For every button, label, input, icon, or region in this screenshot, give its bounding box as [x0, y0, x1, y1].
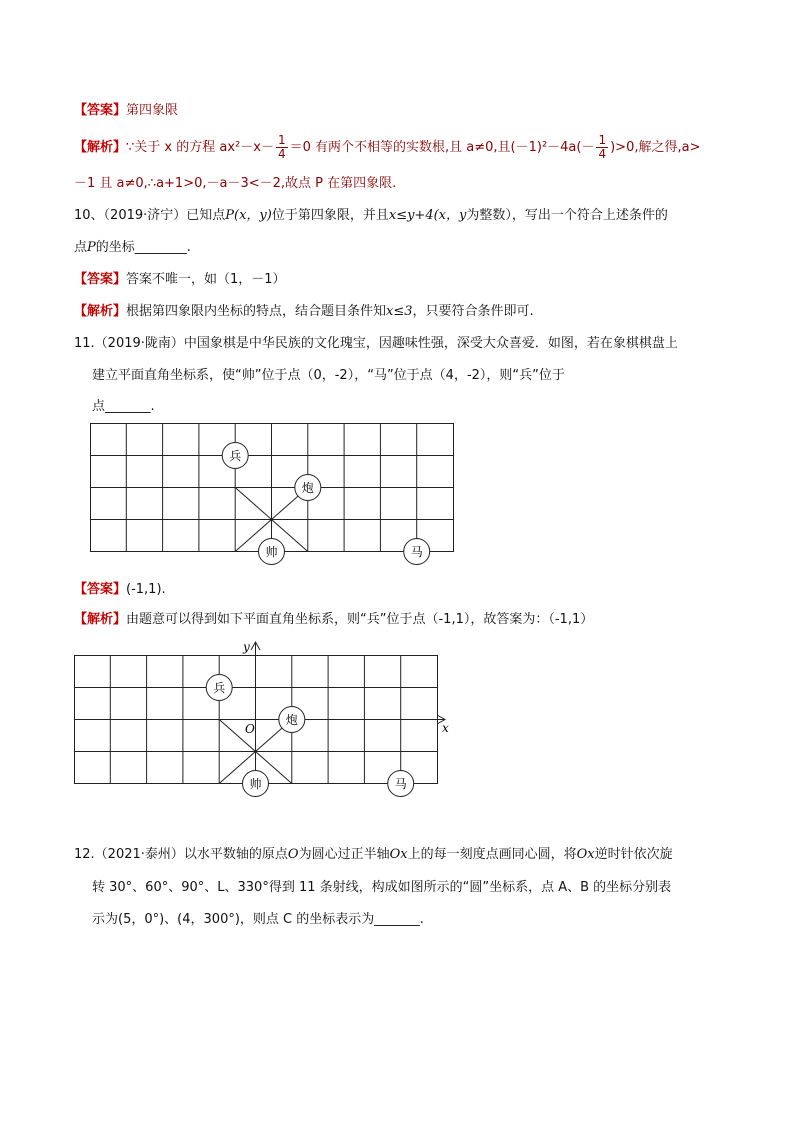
q9-analysis-part2: ＝0 有两个不相等的实数根,且 a≠0,且(－1)²－4a(－ — [289, 140, 595, 155]
q11-analysis: 由题意可以得到如下平面直角坐标系，则“兵”位于点（-1,1），故答案为：（-1,1） — [126, 612, 594, 627]
y-axis-label: y — [243, 640, 250, 654]
piece-shuai-label: 帅 — [265, 545, 278, 559]
q12-question-line1 — [74, 845, 734, 865]
piece-ma — [404, 539, 430, 565]
answer-tag: 【答案】 — [74, 272, 127, 287]
q10-line2-b: 的坐标________. — [95, 240, 191, 255]
q11-answer-line — [74, 580, 734, 600]
q9-analysis-line2-text: －1 且 a≠0,∴a+1>0,－a－3<－2,故点 P 在第四象限. — [74, 176, 397, 191]
q9-analysis-part1: ∵关于 x 的方程 ax²－x－ — [126, 140, 274, 155]
q9-answer: 第四象限 — [126, 103, 179, 118]
coordinate-axes — [74, 642, 445, 784]
frac-numerator: 1 — [598, 133, 607, 147]
q9-answer-line — [74, 101, 734, 121]
q12-o: O — [287, 847, 299, 862]
q10-answer-line — [74, 270, 734, 290]
answer-tag: 【答案】 — [74, 103, 127, 118]
q10-number: 10、（2019·济宁）已知点 — [74, 208, 226, 223]
frac-numerator: 1 — [277, 133, 286, 147]
x-axis-label: x — [442, 721, 449, 735]
q12-question-line2: 转 30°、60°、90°、L、330°得到 11 条射线，构成如图所示的“圆”坐标系，点 A、B 的坐标分别表 — [92, 880, 672, 895]
piece-pao — [295, 475, 321, 501]
q10-analysis-b: ，只要符合条件即可. — [412, 304, 534, 319]
q9-analysis-line1 — [74, 134, 734, 161]
q11-analysis-line — [74, 610, 734, 630]
q9-fraction-2 — [596, 134, 608, 161]
chess-board-axes-figure — [74, 640, 454, 810]
q9-analysis-part3: )>0,解之得,a> — [610, 140, 701, 155]
piece-ma — [388, 771, 414, 797]
q12-line1d: 逆时针依次旋 — [594, 847, 673, 862]
piece-bing-label: 兵 — [229, 449, 242, 463]
q10-text2: 为整数），写出一个符合上述条件的 — [466, 208, 668, 223]
piece-pao-label: 炮 — [301, 481, 314, 495]
piece-pao — [279, 707, 305, 733]
q11-question-line1: 11.（2019·陇南）中国象棋是中华民族的文化瑰宝，因趣味性强，深受大众喜爱．如图，若在象棋棋盘上 — [74, 336, 678, 351]
piece-bing-label: 兵 — [213, 681, 226, 695]
q11-question-line3: 点_______. — [92, 399, 155, 414]
origin-label: O — [245, 722, 255, 736]
piece-ma-label: 马 — [394, 777, 407, 791]
q9-analysis-line2 — [74, 174, 734, 194]
q11-answer: (-1,1). — [126, 582, 166, 597]
frac-denominator: 4 — [277, 147, 286, 161]
q12-ox2: Ox — [576, 847, 595, 862]
q9-fraction-1 — [276, 134, 288, 161]
piece-bing — [222, 443, 248, 469]
analysis-tag: 【解析】 — [74, 612, 127, 627]
q10-analysis-x: x≤3 — [386, 304, 413, 319]
q11-question-line2: 建立平面直角坐标系，使“帅”位于点（0，-2），“马”位于点（4，-2），则“兵”位于 — [92, 368, 565, 383]
q12-question-line3: 示为(5，0°)、(4，300°)，则点 C 的坐标表示为_______. — [92, 912, 424, 927]
chess-board-figure — [90, 423, 460, 573]
q10-analysis-line — [74, 302, 734, 322]
piece-pao-label: 炮 — [285, 713, 298, 727]
frac-denominator: 4 — [598, 147, 607, 161]
piece-ma-label: 马 — [410, 545, 423, 559]
q10-text1: 位于第四象限，并且 — [271, 208, 389, 223]
q10-condition: x≤y+4(x，y — [388, 208, 467, 223]
q12-ox: Ox — [389, 847, 408, 862]
q12-line1c: 上的每一刻度点画同心圆，将 — [407, 847, 577, 862]
analysis-tag: 【解析】 — [74, 304, 127, 319]
q12-line1a: 12.（2021·泰州）以水平数轴的原点 — [74, 847, 288, 862]
q10-point: P(x，y) — [225, 208, 272, 223]
q10-question-line2 — [74, 238, 734, 258]
piece-shuai — [259, 539, 285, 565]
piece-shuai — [243, 771, 269, 797]
q10-analysis-a: 根据第四象限内坐标的特点，结合题目条件知 — [126, 304, 387, 319]
board-grid — [90, 423, 454, 552]
q10-line2-a: 点 — [74, 240, 88, 255]
q10-answer: 答案不唯一，如（1，－1） — [126, 272, 286, 287]
q10-question-line1 — [74, 206, 734, 226]
q12-line1b: 为圆心过正半轴 — [298, 847, 390, 862]
piece-bing — [206, 675, 232, 701]
answer-tag: 【答案】 — [74, 582, 127, 597]
q10-line2-p: P — [87, 240, 96, 255]
analysis-tag: 【解析】 — [74, 140, 127, 155]
piece-shuai-label: 帅 — [249, 777, 262, 791]
